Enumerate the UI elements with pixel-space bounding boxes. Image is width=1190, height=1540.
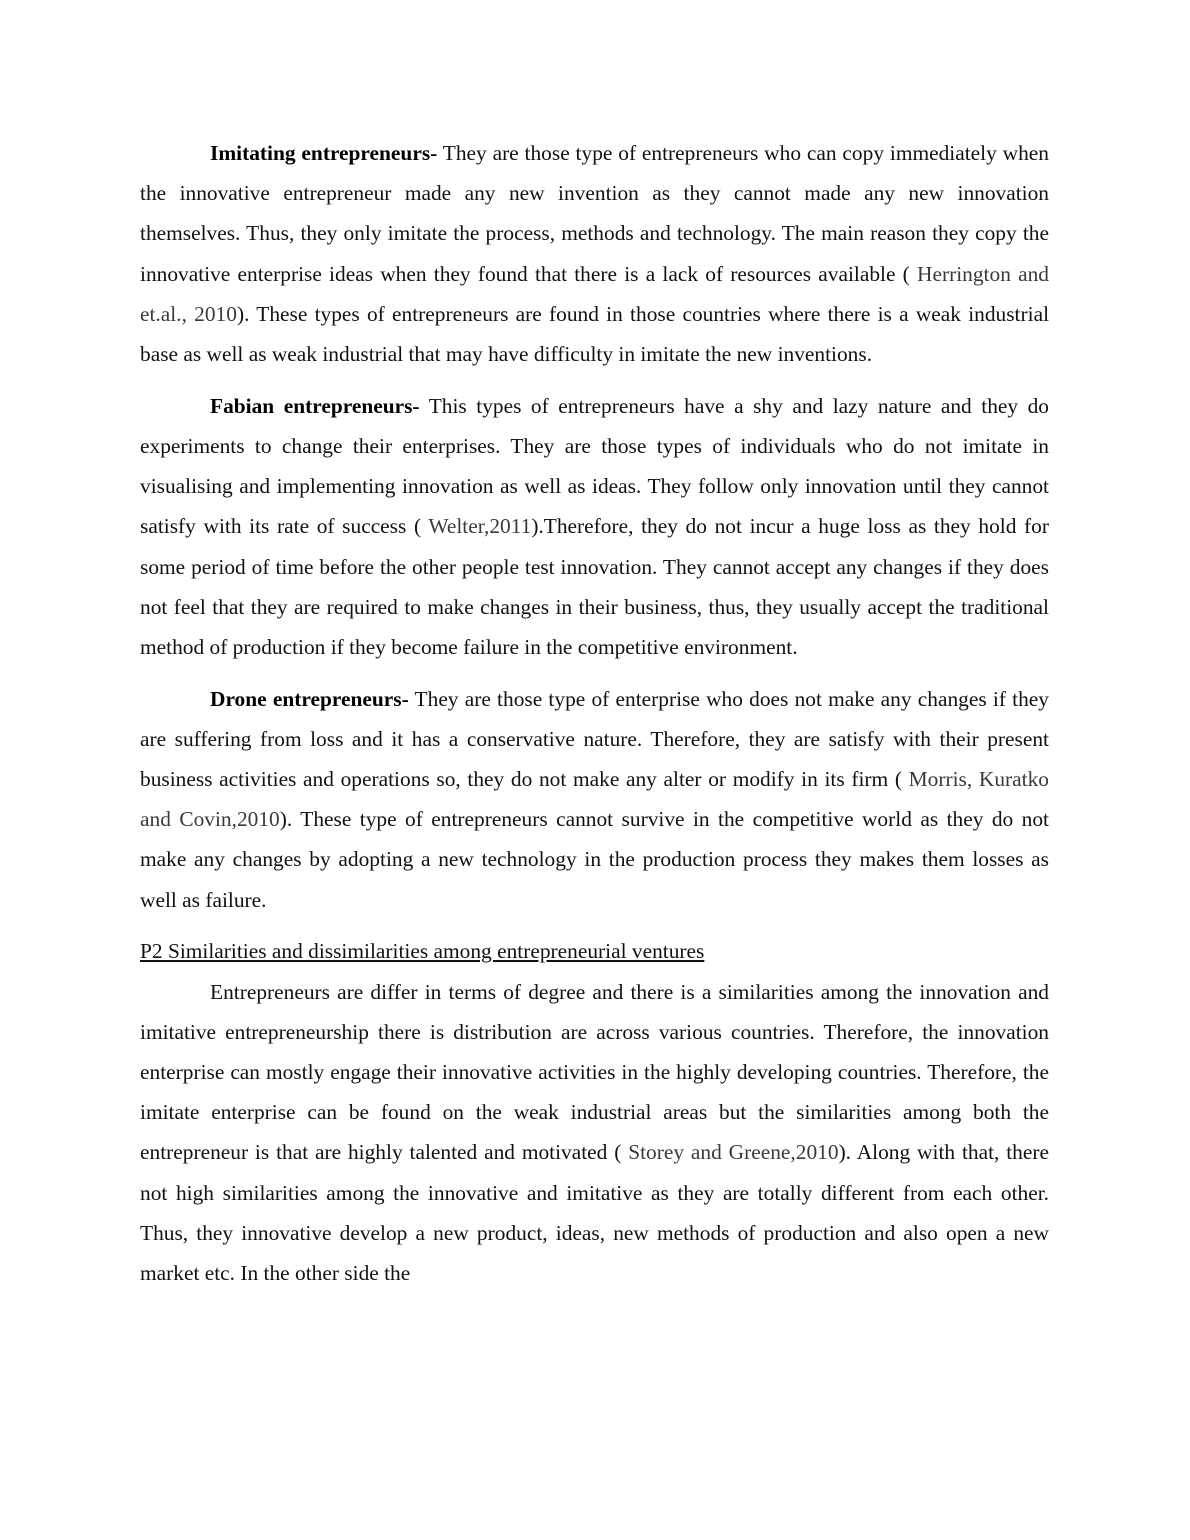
- document-page: [140, 133, 1049, 1293]
- term-drone-entrepreneurs: Drone entrepreneurs-: [210, 686, 409, 711]
- paragraph-text: They are those type of enterprise who does not make any changes if they are suffering from loss and it has a conservative nature. Therefore, they are satisfy with their present business activities and operations so, they do not make any alter or modify in its firm (: [140, 686, 1050, 792]
- paragraph-text: ). Along with that, there not high similarities among the innovative and imitative as they are totally different from each other. Thus, they innovative develop a new product, ideas, new methods of production and also open a new market etc. In the other side the: [140, 1140, 1049, 1285]
- citation-storey: Storey and Greene,2010: [628, 1140, 839, 1165]
- paragraph-text: Entrepreneurs are differ in terms of degree and there is a similarities among the innovation and imitative entrepreneurship there is distribution are across various countries. Therefore, the innovation enterprise can mostly engage their innovative activities in the highly developing countries. Therefore, the imitate enterprise can be found on the weak industrial areas but the similarities among both the entrepreneur is that are highly talented and motivated (: [140, 979, 1049, 1165]
- section-heading: P2 Similarities and dissimilarities among entrepreneurial ventures: [140, 939, 705, 964]
- paragraph-text: This types of entrepreneurs have a shy and lazy nature and they do experiments to change their enterprises. They are those types of individuals who do not imitate in visualising and implementing innovation as well as ideas. They follow only innovation until they cannot satisfy with its rate of success (: [140, 393, 1049, 539]
- citation-herrington: Herrington and et.al., 2010: [140, 261, 1049, 326]
- paragraph-text: ). These type of entrepreneurs cannot survive in the competitive world as they do not make any changes by adopting a new technology in the production process they makes them losses as well as failure.: [140, 807, 1049, 912]
- paragraph-text: ).Therefore, they do not incur a huge loss as they hold for some period of time before the other people test innovation. They cannot accept any changes if they does not feel that they are required to make changes in their business, thus, they usually accept the traditional method of production if they become failure in the competitive environment.: [140, 514, 1049, 659]
- citation-welter: Welter,2011: [428, 514, 532, 539]
- paragraph-text: ). These types of entrepreneurs are found in those countries where there is a weak industrial base as well as weak industrial that may have difficulty in imitate the new inventions.: [140, 301, 1050, 367]
- paragraph-fabian-entrepreneurs: [140, 386, 1049, 667]
- paragraph-drone-entrepreneurs: [140, 679, 1049, 920]
- term-imitating-entrepreneurs: Imitating entrepreneurs-: [210, 141, 438, 165]
- citation-morris: Morris, Kuratko and Covin,2010: [140, 767, 1049, 832]
- paragraph-imitating-entrepreneurs: [140, 133, 1049, 374]
- term-fabian-entrepreneurs: Fabian entrepreneurs-: [210, 393, 420, 418]
- paragraph-similarities: [140, 972, 1049, 1294]
- paragraph-text: They are those type of entrepreneurs who can copy immediately when the innovative entrepreneur made any new invention as they cannot made any new innovation themselves. Thus, they only imitate the process, methods and technology. The main reason they copy the innovative enterprise ideas when they found that there is a lack of resources available (: [140, 141, 1049, 286]
